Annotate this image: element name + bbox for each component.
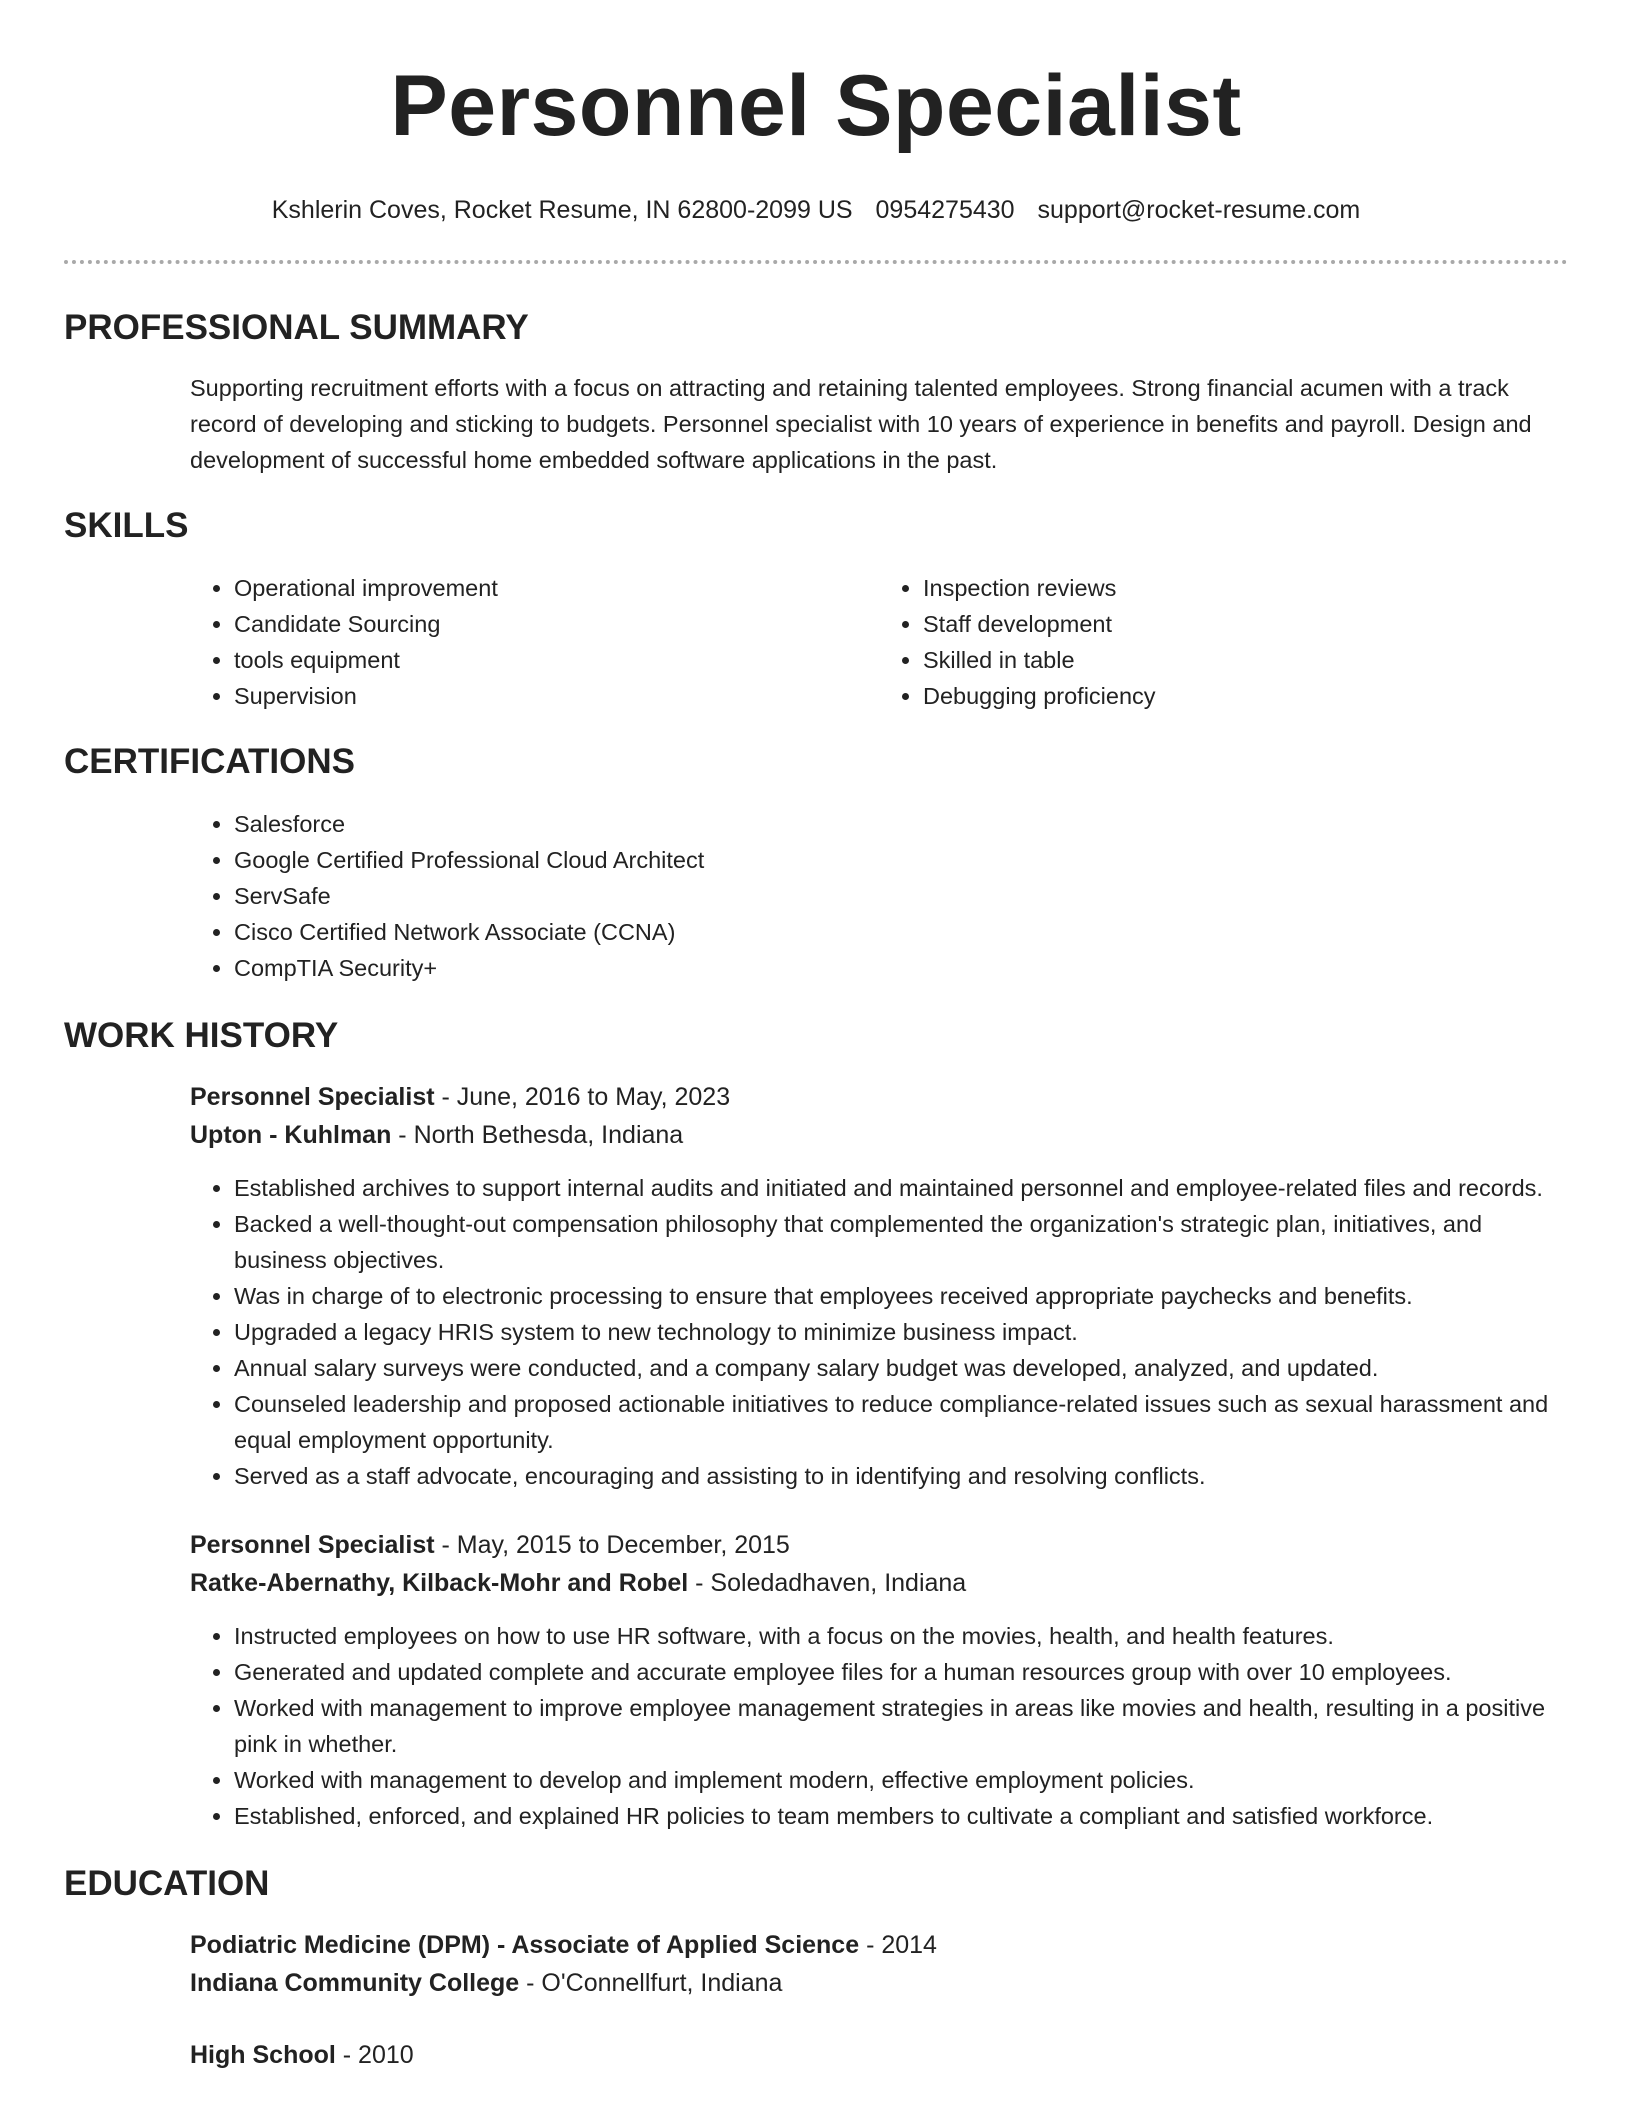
skills-title: SKILLS — [64, 506, 189, 545]
job-bullet: • Instructed employees on how to use HR software, with a focus on the movies, health, and health features. — [234, 1618, 1568, 1654]
job-bullets — [190, 1170, 1568, 1494]
contact-email[interactable]: support@rocket-resume.com — [1037, 196, 1361, 224]
header-divider — [64, 260, 1568, 264]
work-history-title: WORK HISTORY — [64, 1016, 339, 1055]
skill-item: • Candidate Sourcing — [234, 606, 879, 642]
job-title-line — [190, 1078, 1568, 1116]
education-title: EDUCATION — [64, 1864, 270, 1903]
certifications-title: CERTIFICATIONS — [64, 742, 356, 781]
job-bullet: • Counseled leadership and proposed actionable initiatives to reduce compliance-related issues such as sexual harassment and equal employment opportunity. — [234, 1386, 1568, 1458]
summary-title: PROFESSIONAL SUMMARY — [64, 308, 529, 347]
skill-item: • Debugging proficiency — [923, 678, 1568, 714]
job-location: - Soledadhaven, Indiana — [688, 1569, 967, 1597]
skills-list — [190, 570, 1568, 714]
education-year: - 2014 — [859, 1931, 937, 1959]
education-year: - 2010 — [335, 2041, 414, 2069]
education-degree: High School — [190, 2041, 336, 2069]
job-location: - North Bethesda, Indiana — [391, 1121, 684, 1149]
job-bullet: • Worked with management to improve employee management strategies in areas like movies and health, resulting in a positive pink in whether. — [234, 1690, 1568, 1762]
skill-item: • Staff development — [923, 606, 1568, 642]
education-school: Indiana Community College — [190, 1969, 520, 1997]
education-school-line — [190, 1964, 1568, 2002]
job-bullet: • Generated and updated complete and accurate employee files for a human resources group with over 10 employees. — [234, 1654, 1568, 1690]
contact-phone: 0954275430 — [875, 196, 1015, 224]
certifications-list — [190, 806, 1568, 986]
job-bullet: • Backed a well-thought-out compensation philosophy that complemented the organization's strategic plan, initiatives, and business objectives. — [234, 1206, 1568, 1278]
job-dates: - June, 2016 to May, 2023 — [434, 1083, 731, 1111]
skill-item: • Supervision — [234, 678, 879, 714]
certification-item: • ServSafe — [234, 878, 1568, 914]
job-title-line — [190, 1526, 1568, 1564]
contact-line — [64, 194, 1568, 226]
job-bullet: • Worked with management to develop and implement modern, effective employment policies. — [234, 1762, 1568, 1798]
job-bullet: • Upgraded a legacy HRIS system to new technology to minimize business impact. — [234, 1314, 1568, 1350]
skill-item: • Operational improvement — [234, 570, 879, 606]
education-location: - O'Connellfurt, Indiana — [519, 1969, 783, 1997]
education-entry — [190, 1926, 1568, 2002]
job-company-line — [190, 1116, 1568, 1154]
job-bullet: • Annual salary surveys were conducted, and a company salary budget was developed, analyzed, and updated. — [234, 1350, 1568, 1386]
skills-left-column — [190, 570, 879, 714]
certification-item: • CompTIA Security+ — [234, 950, 1568, 986]
certification-item: • Google Certified Professional Cloud Architect — [234, 842, 1568, 878]
job-company: Upton - Kuhlman — [190, 1121, 392, 1149]
job-bullets — [190, 1618, 1568, 1834]
education-degree: Podiatric Medicine (DPM) - Associate of Applied Science — [190, 1931, 860, 1959]
summary-text: Supporting recruitment efforts with a focus on attracting and retaining talented employees. Strong financial acumen with a track record of developing and sticking to budgets. Personnel specialist with 10 years of experience in benefits and payroll. Design and development of successful home embedded software applications in the past. — [190, 375, 1532, 473]
job-bullet: • Served as a staff advocate, encouraging and assisting to in identifying and resolving conflicts. — [234, 1458, 1568, 1494]
job-bullet: • Established, enforced, and explained HR policies to team members to cultivate a compliant and satisfied workforce. — [234, 1798, 1568, 1834]
job-company: Ratke-Abernathy, Kilback-Mohr and Robel — [190, 1569, 689, 1597]
skills-right-column — [879, 570, 1568, 714]
job-role: Personnel Specialist — [190, 1531, 435, 1559]
skill-item: • tools equipment — [234, 642, 879, 678]
job-dates: - May, 2015 to December, 2015 — [434, 1531, 790, 1559]
job-entry — [190, 1526, 1568, 1834]
education-entry — [190, 2036, 1568, 2074]
certification-item: • Cisco Certified Network Associate (CCNA) — [234, 914, 1568, 950]
job-bullet: • Was in charge of to electronic processing to ensure that employees received appropriate paychecks and benefits. — [234, 1278, 1568, 1314]
job-bullet: • Established archives to support internal audits and initiated and maintained personnel and employee-related files and records. — [234, 1170, 1568, 1206]
candidate-name: Personnel Specialist — [390, 58, 1242, 154]
certification-item: • Salesforce — [234, 806, 1568, 842]
job-company-line — [190, 1564, 1568, 1602]
contact-address: Kshlerin Coves, Rocket Resume, IN 62800-2099 US — [271, 196, 853, 224]
education-degree-line — [190, 2036, 1568, 2074]
skill-item: • Inspection reviews — [923, 570, 1568, 606]
skill-item: • Skilled in table — [923, 642, 1568, 678]
job-entry — [190, 1078, 1568, 1494]
education-degree-line — [190, 1926, 1568, 1964]
job-role: Personnel Specialist — [190, 1083, 435, 1111]
